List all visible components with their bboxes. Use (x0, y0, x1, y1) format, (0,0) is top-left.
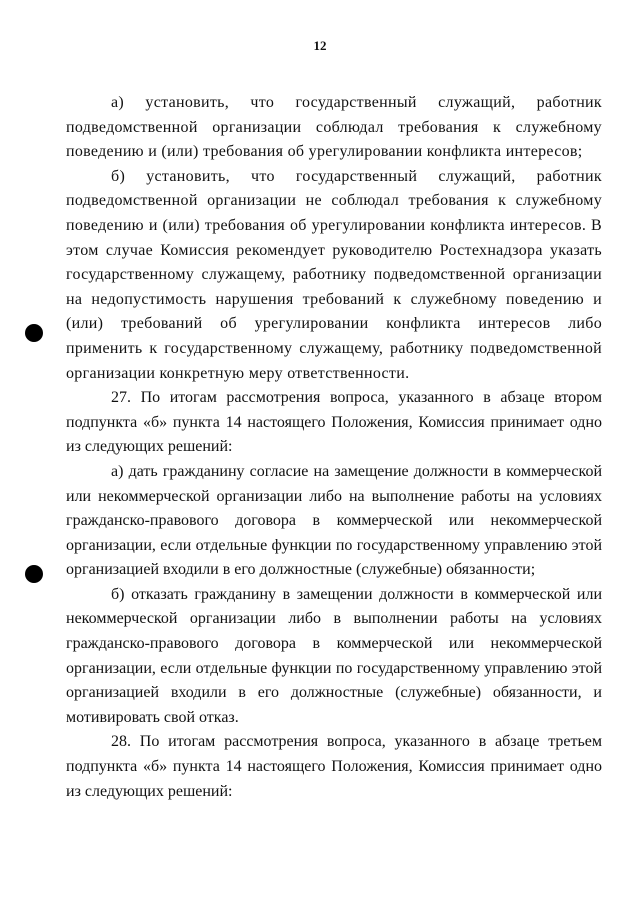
paragraph-28: 28. По итогам рассмотрения вопроса, указанного в абзаце третьем подпункта «б» пункта 14 настоящего Положения, Комиссия принимает одно из следующих решений: (66, 733, 602, 800)
document-body (66, 91, 602, 804)
page-number: 12 (313, 38, 327, 53)
punch-hole-mark (25, 565, 43, 583)
paragraph-27: 27. По итогам рассмотрения вопроса, указанного в абзаце втором подпункта «б» пункта 14 настоящего Положения, Комиссия принимает одно из следующих решений: (66, 389, 602, 456)
punch-hole-mark (25, 324, 43, 342)
paragraph-b-requirements-not-observed: б) установить, что государственный служащий, работник подведомственной организации не соблюдал требования к служебному поведению и (или) требования об урегулировании конфликта интересов. В этом случае Комиссия рекомендует руководителю Ростехнадзора указать государственному служащему, работнику подведомственной организации на недопустимость нарушения требований к служебному поведению и (или) требований об урегулировании конфликта интересов либо применить к государственному служащему, работнику подведомственной организации конкретную меру ответственности. (66, 167, 602, 382)
paragraph-a-requirements-observed: а) установить, что государственный служащий, работник подведомственной организации соблюдал требования к служебному поведению и (или) требования об урегулировании конфликта интересов; (66, 94, 602, 161)
paragraph-27-b-refusal: б) отказать гражданину в замещении должности в коммерческой или некоммерческой организации либо в выполнении работы на условиях гражданско-правового договора в коммерческой или некоммерческой организации, если отдельные функции по государственному управлению этой организацией входили в его должностные (служебные) обязанности, и мотивировать свой отказ. (66, 585, 602, 726)
paragraph-27-a-consent: а) дать гражданину согласие на замещение должности в коммерческой или некоммерческой организации либо на выполнение работы на условиях гражданско-правового договора в коммерческой или некоммерческой организации, если отдельные функции по государственному управлению этой организацией входили в его должностные (служебные) обязанности; (66, 462, 602, 579)
